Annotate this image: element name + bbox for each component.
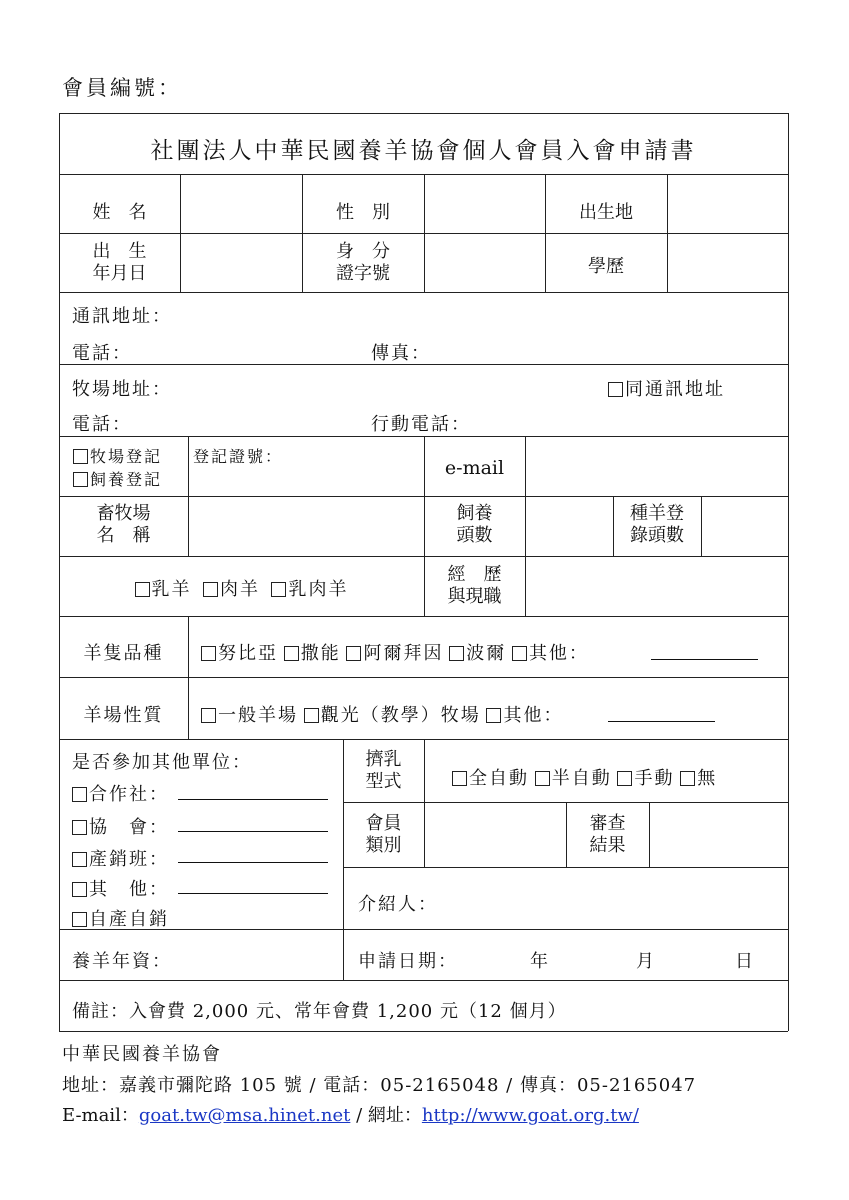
birthdate-label: 出 生 年月日 [92, 241, 147, 284]
reg-cert-label: 登記證號： [193, 447, 284, 466]
phone-label: 電話： [72, 343, 132, 364]
email-field[interactable] [526, 438, 787, 494]
breed-alpine-checkbox[interactable] [346, 646, 361, 661]
same-as-mail-checkbox[interactable] [608, 382, 623, 397]
years-label: 養羊年資： [72, 951, 172, 972]
milking-semi-auto[interactable]: 半自動 [535, 768, 612, 789]
birthplace-label: 出生地 [579, 202, 633, 223]
goat-type-dual[interactable]: 乳肉羊 [271, 579, 348, 600]
name-label: 姓 名 [92, 202, 147, 223]
fee-note: 備註：入會費 2,000 元、常年會費 1,200 元（12 個月） [72, 1001, 567, 1022]
breed-other[interactable]: 其他： [512, 643, 589, 664]
feed-reg-option[interactable]: 飼養登記 [73, 467, 162, 490]
milking-full-auto[interactable]: 全自動 [452, 768, 529, 789]
farm-name-field[interactable] [189, 498, 423, 554]
form-title: 社團法人中華民國養羊協會個人會員入會申請書 [150, 138, 697, 164]
unit-association-checkbox[interactable] [72, 820, 87, 835]
name-field[interactable] [181, 176, 301, 232]
same-as-mail-option[interactable]: 同通訊地址 [608, 375, 725, 401]
milking-manual[interactable]: 手動 [617, 768, 674, 789]
mobile-label: 行動電話： [371, 414, 471, 435]
footer-org-name: 中華民國養羊協會 [62, 1044, 222, 1065]
footer-website-link[interactable]: http://www.goat.org.tw/ [421, 1105, 639, 1126]
review-result-field[interactable] [650, 804, 787, 866]
farm-type-tourism[interactable]: 觀光（教學）牧場 [304, 705, 481, 726]
goat-type-meat[interactable]: 肉羊 [203, 579, 260, 600]
education-label: 學歷 [588, 256, 624, 277]
month-label: 月 [636, 951, 654, 972]
footer-email-label: E-mail： [62, 1105, 139, 1126]
breed-saanen-checkbox[interactable] [284, 646, 299, 661]
unit-association[interactable]: 協 會： [72, 813, 169, 839]
goat-type-meat-checkbox[interactable] [203, 582, 218, 597]
goat-type-dairy-checkbox[interactable] [135, 582, 150, 597]
milking-none[interactable]: 無 [680, 768, 717, 789]
farm-reg-option[interactable]: 牧場登記 [73, 444, 162, 467]
birthplace-field[interactable] [668, 176, 787, 232]
unit-production-class-blank[interactable] [178, 862, 328, 863]
milking-semi-auto-checkbox[interactable] [535, 771, 550, 786]
goat-type-dual-checkbox[interactable] [271, 582, 286, 597]
unit-other[interactable]: 其 他： [72, 875, 169, 901]
farm-type-other[interactable]: 其他： [486, 705, 563, 726]
milking-type-label: 擠乳 型式 [365, 749, 402, 792]
farm-type-label: 羊場性質 [83, 705, 164, 726]
farm-type-options [201, 701, 563, 727]
breed-boer[interactable]: 波爾 [449, 643, 506, 664]
education-field[interactable] [668, 235, 787, 291]
self-sale-option[interactable]: 自產自銷 [72, 905, 169, 931]
footer-email-link[interactable]: goat.tw@msa.hinet.net [138, 1105, 351, 1126]
milking-full-auto-checkbox[interactable] [452, 771, 467, 786]
footer-contact-line [62, 1101, 639, 1127]
farm-address-label: 牧場地址： [72, 379, 172, 400]
id-number-field[interactable] [425, 235, 544, 291]
gender-label: 性 別 [336, 202, 390, 223]
fax-label: 傳真： [371, 343, 431, 364]
breed-reg-count-label: 種羊登 錄頭數 [630, 503, 684, 546]
unit-coop-blank[interactable] [178, 799, 328, 800]
unit-coop[interactable]: 合作社： [72, 780, 169, 806]
breed-boer-checkbox[interactable] [449, 646, 464, 661]
member-type-field[interactable] [425, 804, 565, 866]
member-type-label: 會員 類別 [365, 813, 402, 856]
farm-name-label: 畜牧場 名 稱 [96, 503, 151, 546]
day-label: 日 [735, 951, 753, 972]
email-label: e-mail [444, 457, 505, 479]
breed-options [201, 639, 589, 665]
footer-website-label: / 網址： [350, 1105, 422, 1126]
experience-label: 經 歷 與現職 [447, 564, 502, 607]
farm-reg-checkbox[interactable] [73, 449, 88, 464]
self-sale-checkbox[interactable] [72, 912, 87, 927]
unit-association-blank[interactable] [178, 831, 328, 832]
herd-size-label: 飼養 頭數 [456, 503, 493, 546]
unit-production-class[interactable]: 產銷班： [72, 845, 169, 871]
farm-type-tourism-checkbox[interactable] [304, 708, 319, 723]
breed-label: 羊隻品種 [83, 643, 164, 664]
breed-saanen[interactable]: 撒能 [284, 643, 341, 664]
apply-date-label: 申請日期： [358, 951, 458, 972]
breed-nubian[interactable]: 努比亞 [201, 643, 278, 664]
breed-other-checkbox[interactable] [512, 646, 527, 661]
farm-type-other-checkbox[interactable] [486, 708, 501, 723]
gender-field[interactable] [425, 176, 544, 232]
farm-type-general-checkbox[interactable] [201, 708, 216, 723]
breed-nubian-checkbox[interactable] [201, 646, 216, 661]
unit-other-blank[interactable] [178, 893, 328, 894]
footer-address: 地址：嘉義市彌陀路 105 號 / 電話：05-2165048 / 傳真：05-2165047 [62, 1075, 697, 1096]
farm-type-general[interactable]: 一般羊場 [201, 705, 298, 726]
breed-alpine[interactable]: 阿爾拜因 [346, 643, 443, 664]
id-number-label: 身 分 證字號 [336, 241, 390, 284]
unit-coop-checkbox[interactable] [72, 787, 87, 802]
year-label: 年 [530, 951, 548, 972]
feed-reg-checkbox[interactable] [73, 472, 88, 487]
farm-phone-label: 電話： [72, 414, 132, 435]
member-number-label: 會員編號： [62, 76, 182, 100]
unit-production-class-checkbox[interactable] [72, 852, 87, 867]
breed-reg-count-field[interactable] [702, 498, 787, 554]
experience-field[interactable] [526, 558, 787, 614]
milking-none-checkbox[interactable] [680, 771, 695, 786]
goat-type-options [59, 575, 424, 601]
unit-other-checkbox[interactable] [72, 882, 87, 897]
breed-other-blank[interactable] [651, 659, 758, 660]
birthdate-field[interactable] [181, 235, 301, 291]
introducer-label: 介紹人： [358, 894, 438, 915]
mail-address-label: 通訊地址： [72, 306, 172, 327]
milking-manual-checkbox[interactable] [617, 771, 632, 786]
other-units-label: 是否參加其他單位： [72, 752, 252, 773]
review-result-label: 審查 結果 [589, 813, 626, 856]
goat-type-dairy[interactable]: 乳羊 [135, 579, 192, 600]
farm-type-other-blank[interactable] [608, 721, 715, 722]
herd-size-field[interactable] [526, 498, 612, 554]
milking-options [452, 764, 717, 790]
